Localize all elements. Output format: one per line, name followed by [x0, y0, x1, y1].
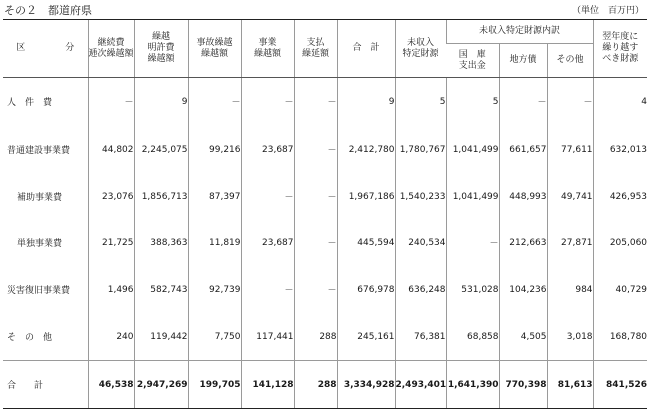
cell-value: － [188, 78, 241, 126]
cell-value: 1,041,499 [446, 126, 499, 174]
cell-value: 77,611 [547, 126, 593, 174]
table-row [3, 126, 647, 174]
cell-value: 426,953 [593, 174, 647, 220]
cell-value: 3,334,928 [337, 361, 395, 409]
cell-value: 119,442 [134, 314, 188, 361]
cell-value: 388,363 [134, 220, 188, 266]
row-label: 補助事業費 [17, 193, 63, 203]
cell-value: － [294, 126, 337, 174]
cell-value: 2,947,269 [134, 361, 188, 409]
cell-value: 676,978 [337, 266, 395, 314]
cell-value: 87,397 [188, 174, 241, 220]
header-mishunyu: 未収入 特定財源 [395, 20, 446, 78]
header-jigyo: 事業 繰越額 [241, 20, 294, 78]
cell-value: 104,236 [499, 266, 547, 314]
cell-value: 240 [88, 314, 134, 361]
cell-value: 245,161 [337, 314, 395, 361]
cell-value: 1,540,233 [395, 174, 446, 220]
cell-value: 11,819 [188, 220, 241, 266]
header-chihosai: 地方債 [499, 44, 547, 78]
cell-value: 9 [337, 78, 395, 126]
header-meikyo: 繰越 明許費 繰越額 [134, 20, 188, 78]
total-row [3, 361, 647, 409]
cell-value: 636,248 [395, 266, 446, 314]
cell-value: 841,526 [593, 361, 647, 409]
cell-value: 632,013 [593, 126, 647, 174]
cell-value: 76,381 [395, 314, 446, 361]
cell-value: 7,750 [188, 314, 241, 361]
cell-value: － [294, 266, 337, 314]
row-label: 人 件 費 [7, 98, 53, 109]
row-label: 普通建設事業費 [7, 146, 71, 156]
cell-value: 9 [134, 78, 188, 126]
cell-value: － [241, 78, 294, 126]
header-category: 区 分 [3, 20, 88, 78]
cell-value: 288 [294, 361, 337, 409]
cell-value: 81,613 [547, 361, 593, 409]
cell-value: － [241, 266, 294, 314]
cell-value: 1,780,767 [395, 126, 446, 174]
table-row [3, 266, 647, 314]
cell-value: 661,657 [499, 126, 547, 174]
cell-value: 1,041,499 [446, 174, 499, 220]
header-yokunendo: 翌年度に 繰り越す べき財源 [593, 20, 647, 78]
cell-value: － [294, 78, 337, 126]
cell-value: 5 [446, 78, 499, 126]
row-label: そ の 他 [7, 333, 53, 344]
header-kokko: 国 庫 支出金 [446, 44, 499, 78]
header-shiharai: 支払 繰延額 [294, 20, 337, 78]
table-row [3, 78, 647, 126]
cell-value: － [241, 174, 294, 220]
header-jiko: 事故繰越 繰越額 [188, 20, 241, 78]
cell-value: 531,028 [446, 266, 499, 314]
cell-value: 1,496 [88, 266, 134, 314]
page-title: その２ 都道府県 [4, 4, 92, 17]
cell-value: － [294, 220, 337, 266]
cell-value: 3,018 [547, 314, 593, 361]
cell-value: 168,780 [593, 314, 647, 361]
cell-value: 23,687 [241, 126, 294, 174]
cell-value: － [547, 78, 593, 126]
cell-value: － [88, 78, 134, 126]
cell-value: 40,729 [593, 266, 647, 314]
cell-value: 99,216 [188, 126, 241, 174]
header-uchiwake: 未収入特定財源内訳 [446, 20, 593, 44]
cell-value: 68,858 [446, 314, 499, 361]
cell-value: － [294, 174, 337, 220]
table-row [3, 314, 647, 361]
cell-value: 46,538 [88, 361, 134, 409]
cell-value: 49,741 [547, 174, 593, 220]
table-row [3, 220, 647, 266]
table-row [3, 174, 647, 220]
cell-value: 2,245,075 [134, 126, 188, 174]
header-sonota: その他 [547, 44, 593, 78]
row-label: 災害復旧事業費 [7, 286, 71, 296]
cell-value: 582,743 [134, 266, 188, 314]
cell-value: 23,076 [88, 174, 134, 220]
cell-value: 240,534 [395, 220, 446, 266]
cell-value: 1,856,713 [134, 174, 188, 220]
cell-value: 23,687 [241, 220, 294, 266]
cell-value: 21,725 [88, 220, 134, 266]
cell-value: 5 [395, 78, 446, 126]
row-label: 合 計 [3, 361, 88, 409]
cell-value: 1,967,186 [337, 174, 395, 220]
cell-value: 448,993 [499, 174, 547, 220]
cell-value: 2,412,780 [337, 126, 395, 174]
cell-value: － [499, 78, 547, 126]
header-keizoku: 継続費 逓次繰越額 [88, 20, 134, 78]
cell-value: 141,128 [241, 361, 294, 409]
cell-value: 205,060 [593, 220, 647, 266]
cell-value: 4,505 [499, 314, 547, 361]
cell-value: 212,663 [499, 220, 547, 266]
cell-value: 984 [547, 266, 593, 314]
cell-value: 770,398 [499, 361, 547, 409]
cell-value: 117,441 [241, 314, 294, 361]
cell-value: 445,594 [337, 220, 395, 266]
row-label: 単独事業費 [17, 239, 63, 249]
cell-value: 92,739 [188, 266, 241, 314]
unit-label: （単位 百万円） [571, 6, 644, 16]
header-gokei: 合 計 [337, 20, 395, 78]
cell-value: 1,641,390 [446, 361, 499, 409]
cell-value: 199,705 [188, 361, 241, 409]
cell-value: 44,802 [88, 126, 134, 174]
cell-value: 288 [294, 314, 337, 361]
carryover-table [3, 19, 647, 409]
cell-value: 4 [593, 78, 647, 126]
cell-value: － [446, 220, 499, 266]
cell-value: 2,493,401 [395, 361, 446, 409]
cell-value: 27,871 [547, 220, 593, 266]
